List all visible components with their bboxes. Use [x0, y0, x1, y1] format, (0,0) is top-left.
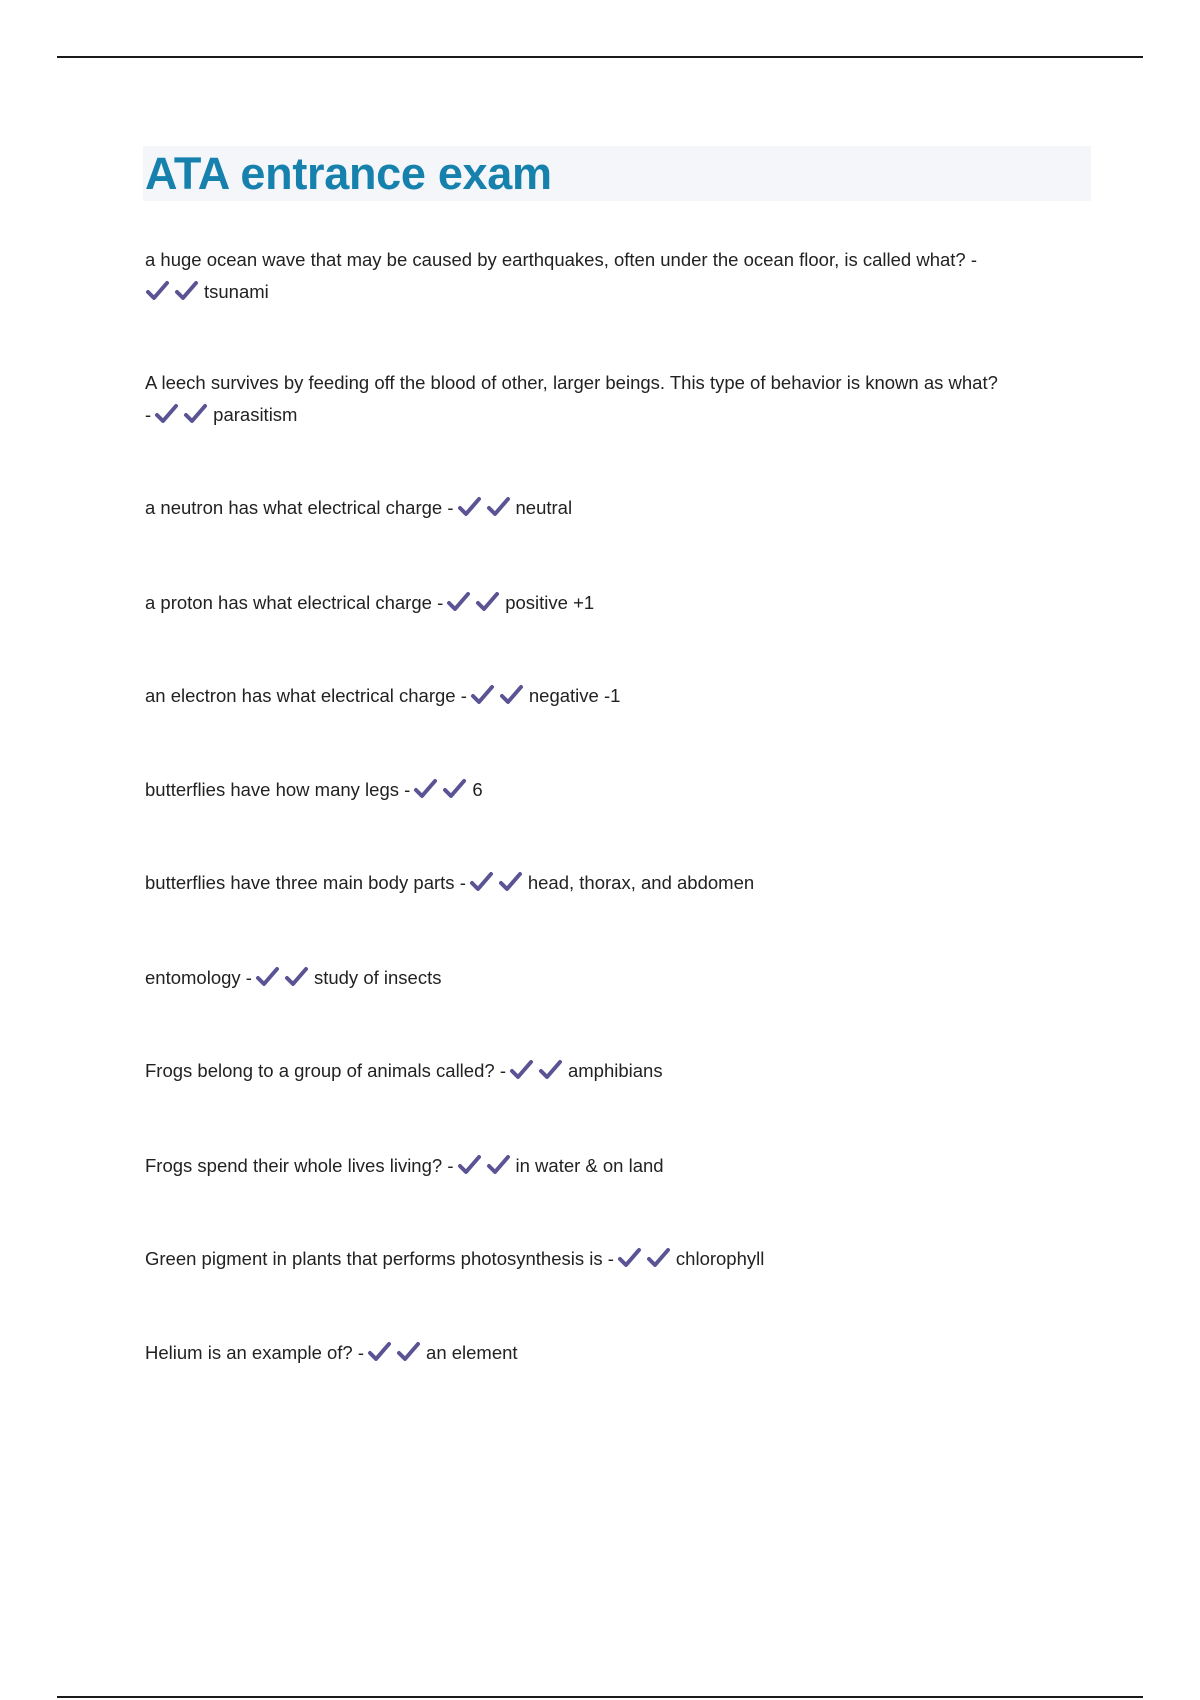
answer-text: in water & on land: [515, 1155, 664, 1176]
checkmark-icon: [145, 279, 171, 303]
document-title: ATA entrance exam: [145, 148, 552, 199]
title-band: [143, 146, 1091, 201]
question-text: entomology: [145, 967, 241, 988]
separator: -: [145, 404, 152, 425]
separator: -: [607, 1248, 614, 1269]
separator: -: [437, 592, 444, 613]
header-rule: [57, 56, 1143, 58]
answer-text: amphibians: [567, 1060, 663, 1081]
answer-text: parasitism: [213, 404, 298, 425]
answer-text: 6: [472, 779, 483, 800]
answer-text: study of insects: [313, 967, 442, 988]
qa-item: [145, 1337, 1095, 1369]
checkmark-icon: [646, 1246, 672, 1270]
question-text: an electron has what electrical charge: [145, 685, 456, 706]
qa-item: [145, 680, 1095, 712]
question-text: butterflies have how many legs: [145, 779, 399, 800]
separator: -: [245, 967, 252, 988]
answer-text: positive +1: [505, 592, 595, 613]
question-text: a proton has what electrical charge: [145, 592, 432, 613]
checkmark-icon: [469, 870, 495, 894]
question-text: butterflies have three main body parts: [145, 872, 455, 893]
qa-item: [145, 1243, 1095, 1275]
checkmark-icon: [154, 402, 180, 426]
separator: -: [460, 685, 467, 706]
separator: -: [447, 1155, 454, 1176]
checkmark-icon: [442, 777, 468, 801]
checkmark-icon: [470, 683, 496, 707]
checkmark-icon: [174, 279, 200, 303]
answer-text: neutral: [515, 497, 573, 518]
checkmark-icon: [183, 402, 209, 426]
separator: -: [459, 872, 466, 893]
checkmark-icon: [396, 1340, 422, 1364]
question-text: Green pigment in plants that performs photosynthesis is: [145, 1248, 603, 1269]
checkmark-icon: [475, 590, 501, 614]
checkmark-icon: [499, 683, 525, 707]
checkmark-icon: [486, 1153, 512, 1177]
checkmark-icon: [498, 870, 524, 894]
qa-item: [145, 774, 1095, 806]
checkmark-icon: [617, 1246, 643, 1270]
separator: -: [970, 249, 978, 270]
checkmark-icon: [446, 590, 472, 614]
qa-item: [145, 367, 1095, 431]
qa-item: [145, 867, 1095, 899]
question-text: a huge ocean wave that may be caused by earthquakes, often under the ocean floor, is called what?: [145, 249, 966, 270]
qa-item: [145, 244, 1095, 308]
separator: -: [499, 1060, 506, 1081]
qa-item: [145, 1150, 1095, 1182]
checkmark-icon: [486, 495, 512, 519]
separator: -: [404, 779, 411, 800]
answer-text: an element: [426, 1342, 518, 1363]
checkmark-icon: [457, 495, 483, 519]
checkmark-icon: [457, 1153, 483, 1177]
qa-item: [145, 492, 1095, 524]
footer-rule: [57, 1696, 1143, 1698]
checkmark-icon: [538, 1058, 564, 1082]
qa-item: [145, 1055, 1095, 1087]
checkmark-icon: [509, 1058, 535, 1082]
checkmark-icon: [255, 965, 281, 989]
answer-text: head, thorax, and abdomen: [527, 872, 755, 893]
checkmark-icon: [367, 1340, 393, 1364]
question-text: Helium is an example of?: [145, 1342, 353, 1363]
question-text: Frogs spend their whole lives living?: [145, 1155, 443, 1176]
answer-text: chlorophyll: [675, 1248, 765, 1269]
separator: -: [447, 497, 454, 518]
question-text: a neutron has what electrical charge: [145, 497, 443, 518]
checkmark-icon: [284, 965, 310, 989]
separator: -: [357, 1342, 365, 1363]
answer-text: tsunami: [204, 281, 269, 302]
question-text: Frogs belong to a group of animals called?: [145, 1060, 495, 1081]
answer-text: negative -1: [528, 685, 621, 706]
qa-item: [145, 962, 1095, 994]
qa-item: [145, 587, 1095, 619]
checkmark-icon: [413, 777, 439, 801]
question-text: A leech survives by feeding off the blood of other, larger beings. This type of behavior is known as what?: [145, 372, 998, 393]
